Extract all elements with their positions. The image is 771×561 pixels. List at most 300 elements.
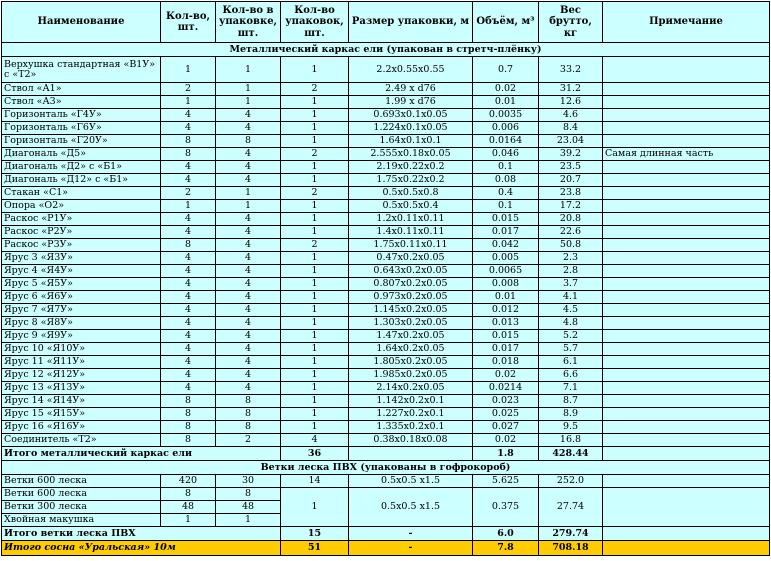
cell-note [603, 395, 770, 408]
cell-size: 1.224х0.1х0.05 [349, 122, 473, 135]
cell-packs: 2 [281, 83, 349, 96]
cell-volume: 0.1 [473, 161, 539, 174]
cell-qty-pack: 4 [216, 343, 281, 356]
cell-note [603, 252, 770, 265]
cell-weight: 4.5 [539, 304, 603, 317]
cell-volume: 0.042 [473, 239, 539, 252]
cell-volume: 0.02 [473, 369, 539, 382]
cell-packs: 2 [281, 187, 349, 200]
cell-volume: 0.018 [473, 356, 539, 369]
cell-name: Ярус 10 «Я10У» [2, 343, 161, 356]
cell-packs: 2 [281, 239, 349, 252]
cell-volume: 0.0214 [473, 382, 539, 395]
cell-note [603, 382, 770, 395]
table-row [2, 330, 770, 343]
cell-packs: 1 [281, 122, 349, 135]
grand-total-weight: 708.18 [539, 541, 603, 556]
cell-size: 0.38х0.18х0.08 [349, 434, 473, 447]
cell-size: 1.227х0.2х0.1 [349, 408, 473, 421]
cell-weight: 4.6 [539, 109, 603, 122]
cell-qty: 8 [161, 488, 216, 501]
cell-note [603, 200, 770, 213]
cell-name: Ярус 11 «Я11У» [2, 356, 161, 369]
header-note: Примечание [603, 2, 770, 43]
cell-packs: 1 [281, 174, 349, 187]
section2-total-volume: 6.0 [473, 527, 539, 541]
table-row [2, 135, 770, 148]
cell-qty: 4 [161, 343, 216, 356]
cell-qty: 4 [161, 317, 216, 330]
cell-note [603, 174, 770, 187]
table-row [2, 83, 770, 96]
cell-qty: 1 [161, 57, 216, 83]
cell-weight: 252.0 [539, 475, 603, 488]
header-name: Наименование [2, 2, 161, 43]
cell-weight: 3.7 [539, 278, 603, 291]
cell-packs: 1 [281, 304, 349, 317]
cell-qty-pack: 4 [216, 161, 281, 174]
cell-qty-pack: 4 [216, 239, 281, 252]
cell-qty: 1 [161, 514, 216, 527]
header-qty: Кол-во, шт. [161, 2, 216, 43]
header-qty-pack: Кол-во в упаковке, шт. [216, 2, 281, 43]
cell-size: 1.145х0.2х0.05 [349, 304, 473, 317]
cell-name: Ярус 9 «Я9У» [2, 330, 161, 343]
cell-size: 2.14х0.2х0.05 [349, 382, 473, 395]
cell-packs: 1 [281, 161, 349, 174]
cell-qty-pack: 4 [216, 148, 281, 161]
cell-name: Диагональ «Д5» [2, 148, 161, 161]
cell-volume: 0.7 [473, 57, 539, 83]
cell-qty: 4 [161, 369, 216, 382]
cell-weight: 7.1 [539, 382, 603, 395]
cell-name: Верхушка стандартная «В1У» с «Т2» [2, 57, 161, 83]
cell-size: 0.5х0.5х0.4 [349, 200, 473, 213]
cell-volume: 0.017 [473, 226, 539, 239]
cell-volume: 5.625 [473, 475, 539, 488]
cell-packs: 1 [281, 96, 349, 109]
table-row [2, 57, 770, 83]
cell-weight: 39.2 [539, 148, 603, 161]
cell-note [603, 278, 770, 291]
cell-packs: 1 [281, 57, 349, 83]
cell-name: Ветки 600 леска [2, 475, 161, 488]
cell-weight-merged: 27.74 [539, 488, 603, 527]
cell-packs: 1 [281, 135, 349, 148]
cell-name: Горизонталь «Г20У» [2, 135, 161, 148]
cell-qty: 4 [161, 174, 216, 187]
cell-volume: 0.01 [473, 291, 539, 304]
section1-total-label: Итого металлический каркас ели [2, 447, 281, 461]
cell-packs: 14 [281, 475, 349, 488]
cell-name: Ярус 14 «Я14У» [2, 395, 161, 408]
cell-weight: 6.6 [539, 369, 603, 382]
table-row [2, 252, 770, 265]
cell-qty-pack: 4 [216, 278, 281, 291]
cell-size: 1.2х0.11х0.11 [349, 213, 473, 226]
cell-weight: 8.9 [539, 408, 603, 421]
cell-size-merged: 0.5х0.5 х1.5 [349, 488, 473, 527]
cell-name: Ярус 8 «Я8У» [2, 317, 161, 330]
cell-qty-pack: 48 [216, 501, 281, 514]
cell-name: Ярус 12 «Я12У» [2, 369, 161, 382]
cell-qty-pack: 8 [216, 421, 281, 434]
cell-weight: 20.8 [539, 213, 603, 226]
cell-packs: 1 [281, 382, 349, 395]
cell-note [603, 57, 770, 83]
cell-size: 1.142х0.2х0.1 [349, 395, 473, 408]
cell-packs: 1 [281, 421, 349, 434]
table-row [2, 174, 770, 187]
cell-name: Раскос «Р3У» [2, 239, 161, 252]
section2-total-weight: 279.74 [539, 527, 603, 541]
cell-name: Ярус 13 «Я13У» [2, 382, 161, 395]
cell-qty: 4 [161, 278, 216, 291]
table-row [2, 369, 770, 382]
cell-weight: 9.5 [539, 421, 603, 434]
cell-packs: 2 [281, 148, 349, 161]
table-row [2, 239, 770, 252]
cell-qty-pack: 4 [216, 369, 281, 382]
cell-qty-pack: 2 [216, 434, 281, 447]
cell-volume: 0.0065 [473, 265, 539, 278]
cell-size: 1.985х0.2х0.05 [349, 369, 473, 382]
cell-weight: 23.04 [539, 135, 603, 148]
cell-weight: 6.1 [539, 356, 603, 369]
cell-name: Ярус 7 «Я7У» [2, 304, 161, 317]
cell-packs: 1 [281, 109, 349, 122]
cell-note [603, 187, 770, 200]
cell-note [603, 291, 770, 304]
cell-packs: 1 [281, 291, 349, 304]
cell-packs: 1 [281, 317, 349, 330]
cell-volume: 0.0035 [473, 109, 539, 122]
cell-name: Диагональ «Д12» с «Б1» [2, 174, 161, 187]
cell-size: 0.973х0.2х0.05 [349, 291, 473, 304]
cell-note [603, 135, 770, 148]
cell-qty-pack: 4 [216, 122, 281, 135]
cell-size: 1.64х0.2х0.05 [349, 343, 473, 356]
header-size: Размер упаковки, м [349, 2, 473, 43]
cell-qty-pack: 8 [216, 135, 281, 148]
cell-note [603, 83, 770, 96]
cell-qty: 8 [161, 135, 216, 148]
grand-total-size: - [349, 541, 473, 556]
cell-qty-pack: 4 [216, 109, 281, 122]
table-row [2, 187, 770, 200]
table-row [2, 475, 770, 488]
cell-weight: 4.1 [539, 291, 603, 304]
cell-qty-pack: 4 [216, 213, 281, 226]
cell-packs: 4 [281, 434, 349, 447]
cell-note [603, 109, 770, 122]
cell-volume: 0.025 [473, 408, 539, 421]
section1-total-row [2, 447, 770, 461]
cell-name: Ярус 15 «Я15У» [2, 408, 161, 421]
section2-total-label: Итого ветки леска ПВХ [2, 527, 281, 541]
cell-volume: 0.0164 [473, 135, 539, 148]
cell-qty-pack: 4 [216, 265, 281, 278]
cell-qty: 4 [161, 122, 216, 135]
table-row [2, 200, 770, 213]
cell-qty: 4 [161, 330, 216, 343]
cell-name: Ветки 300 леска [2, 501, 161, 514]
cell-qty: 1 [161, 96, 216, 109]
cell-name: Горизонталь «Г4У» [2, 109, 161, 122]
cell-weight: 22.6 [539, 226, 603, 239]
cell-qty: 4 [161, 109, 216, 122]
section-title-row [2, 461, 770, 475]
cell-qty: 8 [161, 395, 216, 408]
cell-qty: 4 [161, 252, 216, 265]
cell-note [603, 317, 770, 330]
cell-note [603, 122, 770, 135]
table-row [2, 343, 770, 356]
cell-name: Ветки 600 леска [2, 488, 161, 501]
cell-weight: 12.6 [539, 96, 603, 109]
cell-qty-pack: 4 [216, 252, 281, 265]
cell-volume: 0.08 [473, 174, 539, 187]
table-row [2, 421, 770, 434]
cell-qty-pack: 4 [216, 382, 281, 395]
cell-volume: 0.008 [473, 278, 539, 291]
cell-note [603, 239, 770, 252]
section2-total-size: - [349, 527, 473, 541]
cell-note [603, 408, 770, 421]
cell-qty-pack: 4 [216, 317, 281, 330]
table-row [2, 382, 770, 395]
grand-total-volume: 7.8 [473, 541, 539, 556]
cell-qty-pack: 8 [216, 488, 281, 501]
cell-qty: 8 [161, 421, 216, 434]
header-volume: Объём, м³ [473, 2, 539, 43]
cell-size: 2.2х0.55х0.55 [349, 57, 473, 83]
header-weight: Вес брутто, кг [539, 2, 603, 43]
cell-weight: 2.8 [539, 265, 603, 278]
cell-qty-pack: 4 [216, 291, 281, 304]
cell-weight: 5.7 [539, 343, 603, 356]
cell-qty: 2 [161, 83, 216, 96]
cell-note [603, 226, 770, 239]
section2-total-packs: 15 [281, 527, 349, 541]
cell-name: Ствол «А1» [2, 83, 161, 96]
cell-qty: 4 [161, 291, 216, 304]
cell-note: Самая длинная часть [603, 148, 770, 161]
cell-qty: 8 [161, 434, 216, 447]
cell-name: Соединитель «Т2» [2, 434, 161, 447]
cell-name: Ярус 5 «Я5У» [2, 278, 161, 291]
table-row [2, 96, 770, 109]
cell-qty-pack: 1 [216, 200, 281, 213]
cell-qty-pack: 4 [216, 330, 281, 343]
table-row [2, 408, 770, 421]
cell-weight: 5.2 [539, 330, 603, 343]
cell-qty: 4 [161, 226, 216, 239]
cell-qty: 4 [161, 213, 216, 226]
cell-note [603, 369, 770, 382]
section-title-row [2, 43, 770, 57]
empty-cell [603, 541, 770, 556]
cell-size: 0.807х0.2х0.05 [349, 278, 473, 291]
cell-volume: 0.005 [473, 252, 539, 265]
cell-qty-pack: 1 [216, 96, 281, 109]
cell-weight: 31.2 [539, 83, 603, 96]
cell-volume: 0.02 [473, 83, 539, 96]
table-row [2, 395, 770, 408]
cell-note [603, 356, 770, 369]
table-row [2, 226, 770, 239]
cell-packs: 1 [281, 200, 349, 213]
grand-total-row [2, 541, 770, 556]
cell-volume-merged: 0.375 [473, 488, 539, 527]
cell-weight: 8.7 [539, 395, 603, 408]
empty-cell [603, 447, 770, 461]
cell-volume: 0.4 [473, 187, 539, 200]
grand-total-packs: 51 [281, 541, 349, 556]
cell-packs-merged: 1 [281, 488, 349, 527]
cell-qty: 8 [161, 148, 216, 161]
cell-weight: 23.5 [539, 161, 603, 174]
cell-name: Ярус 16 «Я16У» [2, 421, 161, 434]
cell-qty-pack: 8 [216, 395, 281, 408]
cell-weight: 23.8 [539, 187, 603, 200]
cell-weight: 2.3 [539, 252, 603, 265]
cell-weight: 4.8 [539, 317, 603, 330]
cell-qty: 4 [161, 356, 216, 369]
cell-weight: 33.2 [539, 57, 603, 83]
cell-note [603, 343, 770, 356]
cell-name: Ярус 3 «Я3У» [2, 252, 161, 265]
cell-name: Стакан «С1» [2, 187, 161, 200]
section1-title: Металлический каркас ели (упакован в стретч-плёнку) [2, 43, 770, 57]
cell-volume: 0.1 [473, 200, 539, 213]
cell-volume: 0.046 [473, 148, 539, 161]
cell-weight: 17.2 [539, 200, 603, 213]
cell-volume: 0.01 [473, 96, 539, 109]
cell-qty: 8 [161, 408, 216, 421]
cell-weight: 8.4 [539, 122, 603, 135]
table-row [2, 122, 770, 135]
cell-size: 0.693х0.1х0.05 [349, 109, 473, 122]
cell-qty: 2 [161, 187, 216, 200]
cell-size: 0.643х0.2х0.05 [349, 265, 473, 278]
table-row [2, 161, 770, 174]
cell-packs: 1 [281, 278, 349, 291]
cell-size: 0.5х0.5 х1.5 [349, 475, 473, 488]
cell-volume: 0.027 [473, 421, 539, 434]
cell-size: 2.555х0.18х0.05 [349, 148, 473, 161]
header-packs: Кол-во упаковок, шт. [281, 2, 349, 43]
cell-packs: 1 [281, 252, 349, 265]
cell-packs: 1 [281, 369, 349, 382]
table-row [2, 278, 770, 291]
cell-note [603, 213, 770, 226]
cell-note [603, 488, 770, 527]
cell-packs: 1 [281, 330, 349, 343]
cell-qty: 420 [161, 475, 216, 488]
cell-size: 1.75х0.22х0.2 [349, 174, 473, 187]
cell-size: 2.19х0.22х0.2 [349, 161, 473, 174]
table-row [2, 356, 770, 369]
cell-qty-pack: 4 [216, 304, 281, 317]
cell-name: Горизонталь «Г6У» [2, 122, 161, 135]
cell-packs: 1 [281, 343, 349, 356]
cell-weight: 20.7 [539, 174, 603, 187]
cell-volume: 0.006 [473, 122, 539, 135]
cell-qty: 4 [161, 382, 216, 395]
header-row [2, 2, 770, 43]
cell-volume: 0.017 [473, 343, 539, 356]
cell-note [603, 330, 770, 343]
empty-cell [349, 447, 473, 461]
cell-size: 1.805х0.2х0.05 [349, 356, 473, 369]
cell-qty-pack: 4 [216, 226, 281, 239]
table-row [2, 265, 770, 278]
cell-qty-pack: 30 [216, 475, 281, 488]
cell-size: 0.47х0.2х0.05 [349, 252, 473, 265]
cell-size: 1.335х0.2х0.1 [349, 421, 473, 434]
cell-name: Раскос «Р2У» [2, 226, 161, 239]
section2-total-row [2, 527, 770, 541]
cell-size: 0.5х0.5х0.8 [349, 187, 473, 200]
cell-volume: 0.013 [473, 317, 539, 330]
cell-qty-pack: 4 [216, 356, 281, 369]
cell-size: 1.4х0.11х0.11 [349, 226, 473, 239]
cell-qty-pack: 1 [216, 187, 281, 200]
table-row [2, 291, 770, 304]
cell-qty: 4 [161, 265, 216, 278]
section1-total-volume: 1.8 [473, 447, 539, 461]
table-row [2, 148, 770, 161]
cell-note [603, 434, 770, 447]
cell-name: Диагональ «Д2» с «Б1» [2, 161, 161, 174]
cell-name: Опора «О2» [2, 200, 161, 213]
cell-note [603, 265, 770, 278]
cell-packs: 1 [281, 356, 349, 369]
cell-note [603, 475, 770, 488]
cell-packs: 1 [281, 265, 349, 278]
cell-note [603, 161, 770, 174]
cell-qty-pack: 1 [216, 57, 281, 83]
cell-weight: 16.8 [539, 434, 603, 447]
cell-qty-pack: 4 [216, 174, 281, 187]
cell-qty-pack: 1 [216, 514, 281, 527]
cell-qty: 1 [161, 200, 216, 213]
cell-size: 2.49 х d76 [349, 83, 473, 96]
cell-volume: 0.02 [473, 434, 539, 447]
table-row [2, 434, 770, 447]
cell-name: Ярус 6 «Я6У» [2, 291, 161, 304]
table-row [2, 109, 770, 122]
cell-packs: 1 [281, 395, 349, 408]
cell-volume: 0.015 [473, 330, 539, 343]
packing-table [1, 1, 770, 556]
cell-volume: 0.023 [473, 395, 539, 408]
section2-title: Ветки леска ПВХ (упакованы в гофрокороб) [2, 461, 770, 475]
cell-size: 1.47х0.2х0.05 [349, 330, 473, 343]
grand-total-label: Итого сосна «Уральская» 10м [2, 541, 281, 556]
cell-qty-pack: 1 [216, 83, 281, 96]
table-row [2, 213, 770, 226]
cell-volume: 0.012 [473, 304, 539, 317]
cell-qty: 48 [161, 501, 216, 514]
cell-note [603, 304, 770, 317]
cell-size: 1.75х0.11х0.11 [349, 239, 473, 252]
cell-qty-pack: 8 [216, 408, 281, 421]
cell-name: Ярус 4 «Я4У» [2, 265, 161, 278]
cell-note [603, 96, 770, 109]
cell-name: Ствол «А3» [2, 96, 161, 109]
